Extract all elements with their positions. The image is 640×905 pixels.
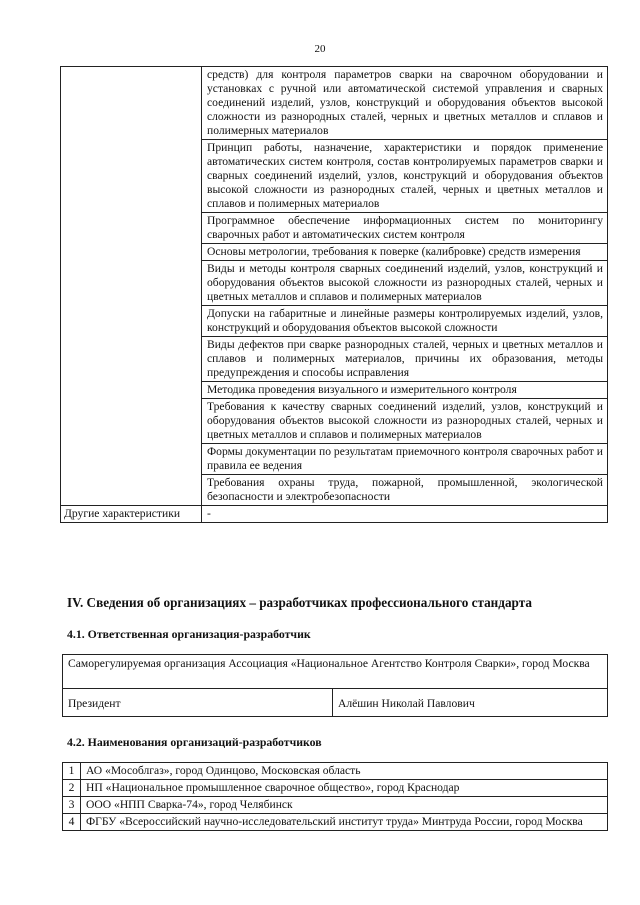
knowledge-item: средств) для контроля параметров сварки на сварочном оборудовании и установках с ручной или автоматической системой управления и сварных соединений изделий, узлов, конструкций и оборудования объектов высокой сложности из разнородных сталей, черных и цветных металлов и сплавов и полимерных материалов [202,67,608,140]
table-row [63,763,608,780]
section-title: IV. Сведения об организациях – разработчиках профессионального стандарта [67,595,532,610]
developer-name: ООО «НПП Сварка-74», город Челябинск [81,797,608,814]
subsection-title-responsible: 4.1. Ответственная организация-разработчик [67,627,311,641]
developer-name: ФГБУ «Всероссийский научно-исследовательский институт труда» Минтруда России, город Москва [81,814,608,831]
other-characteristics-value: - [202,506,608,523]
knowledge-item: Основы метрологии, требования к поверке (калибровке) средств измерения [202,244,608,261]
table-row [63,780,608,797]
knowledge-item: Методика проведения визуального и измерительного контроля [202,382,608,399]
responsible-role: Президент [63,689,333,717]
developer-name: АО «Мособлгаз», город Одинцово, Московская область [81,763,608,780]
responsible-person: Алёшин Николай Павлович [333,689,608,717]
responsible-org-table [62,654,608,717]
developer-number: 2 [63,780,81,797]
developer-name: НП «Национальное промышленное сварочное общество», город Краснодар [81,780,608,797]
knowledge-item: Требования к качеству сварных соединений изделий, узлов, конструкций и оборудования объектов высокой сложности из разнородных сталей, черных и цветных металлов и сплавов и полимерных материалов [202,399,608,444]
developers-table [62,762,608,831]
table-row [63,797,608,814]
developer-number: 4 [63,814,81,831]
other-characteristics-label: Другие характеристики [61,506,202,523]
knowledge-label-cell [61,67,202,506]
developer-number: 1 [63,763,81,780]
knowledge-item: Формы документации по результатам приемочного контроля сварочных работ и правила ее ведения [202,444,608,475]
developer-number: 3 [63,797,81,814]
knowledge-item: Требования охраны труда, пожарной, промышленной, экологической безопасности и электробезопасности [202,475,608,506]
knowledge-item: Виды дефектов при сварке разнородных сталей, черных и цветных металлов и сплавов и полимерных материалов, причины их образования, методы предупреждения и способы исправления [202,337,608,382]
table-row [63,814,608,831]
knowledge-item: Программное обеспечение информационных систем по мониторингу сварочных работ и автоматических систем контроля [202,213,608,244]
knowledge-item: Допуски на габаритные и линейные размеры контролируемых изделий, узлов, конструкций и оборудования объектов высокой сложности [202,306,608,337]
knowledge-item: Виды и методы контроля сварных соединений изделий, узлов, конструкций и оборудования объектов высокой сложности из разнородных сталей, черных и цветных металлов и сплавов и полимерных материалов [202,261,608,306]
knowledge-table [60,66,608,523]
responsible-org-name: Саморегулируемая организация Ассоциация «Национальное Агентство Контроля Сварки», город Москва [63,655,608,689]
knowledge-item: Принцип работы, назначение, характеристики и порядок применение автоматических систем контроля, состав контролируемых параметров сварки и сварных соединений изделий, узлов, конструкций и оборудования объектов высокой сложности из разнородных сталей, черных и цветных металлов и сплавов и полимерных материалов [202,140,608,213]
page-number: 20 [314,43,326,55]
subsection-title-developers: 4.2. Наименования организаций-разработчиков [67,735,322,749]
